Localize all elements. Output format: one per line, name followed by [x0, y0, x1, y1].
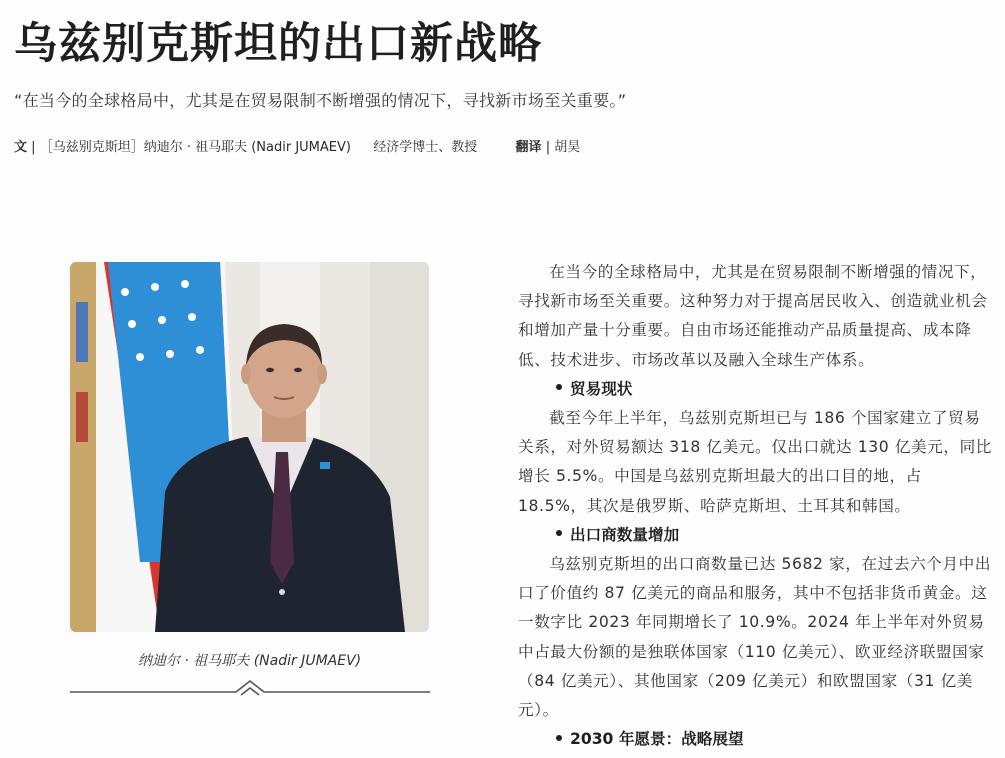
paragraph-trade-status: 截至今年上半年，乌兹别克斯坦已与 186 个国家建立了贸易关系，对外贸易额达 318 亿美元。仅出口就达 130 亿美元，同比增长 5.5%。中国是乌兹别克斯坦最大的出口目的地，占 18.5%，其次是俄罗斯、哈萨克斯坦、土耳其和韩国。 [518, 409, 993, 515]
byline-author: ［乌兹别克斯坦］纳迪尔 · 祖马耶夫 (Nadir JUMAEV) [39, 140, 351, 155]
article-body [518, 258, 996, 758]
byline [14, 136, 580, 155]
bullet-icon [556, 530, 562, 536]
divider-ornament-icon [70, 676, 430, 700]
bullet-icon [556, 735, 562, 741]
photo-caption: 纳迪尔 · 祖马耶夫 (Nadir JUMAEV) [137, 653, 362, 669]
paragraph-exporters: 乌兹别克斯坦的出口商数量已达 5682 家，在过去六个月中出口了价值约 87 亿美元的商品和服务，其中不包括非货币黄金。这一数字比 2023 年同期增长了 10.9%。2024 年上半年对外贸易中占最大份额的是独联体国家（110 亿美元）、欧亚经济联盟国家（84 亿美元）、其他国家（209 亿美元）和欧盟国家（31 亿美元）。 [518, 555, 992, 720]
paragraph-intro: 在当今的全球格局中，尤其是在贸易限制不断增强的情况下，寻找新市场至关重要。这种努力对于提高居民收入、创造就业机会和增加产量十分重要。自由市场还能推动产品质量提高、成本降低、技术进步、市场改革以及融入全球生产体系。 [518, 263, 988, 369]
byline-separator-2: | [545, 140, 551, 155]
byline-credentials: 经济学博士、教授 [373, 140, 478, 155]
lead-quote: “在当今的全球格局中，尤其是在贸易限制不断增强的情况下，寻找新市场至关重要。” [14, 91, 627, 110]
byline-translator: 胡昊 [554, 140, 581, 155]
byline-prefix: 文 [14, 140, 28, 155]
byline-separator: | [31, 140, 36, 155]
section-heading-vision-2030: 2030 年愿景：战略展望 [518, 725, 996, 754]
byline-translate-label: 翻译 [515, 140, 542, 155]
portrait-illustration [70, 262, 429, 632]
section-heading-trade-status: 贸易现状 [518, 375, 996, 404]
section-heading-exporters: 出口商数量增加 [518, 521, 996, 550]
portrait-photo [70, 262, 429, 632]
article-title: 乌兹别克斯坦的出口新战略 [14, 19, 542, 69]
bullet-icon [556, 384, 562, 390]
